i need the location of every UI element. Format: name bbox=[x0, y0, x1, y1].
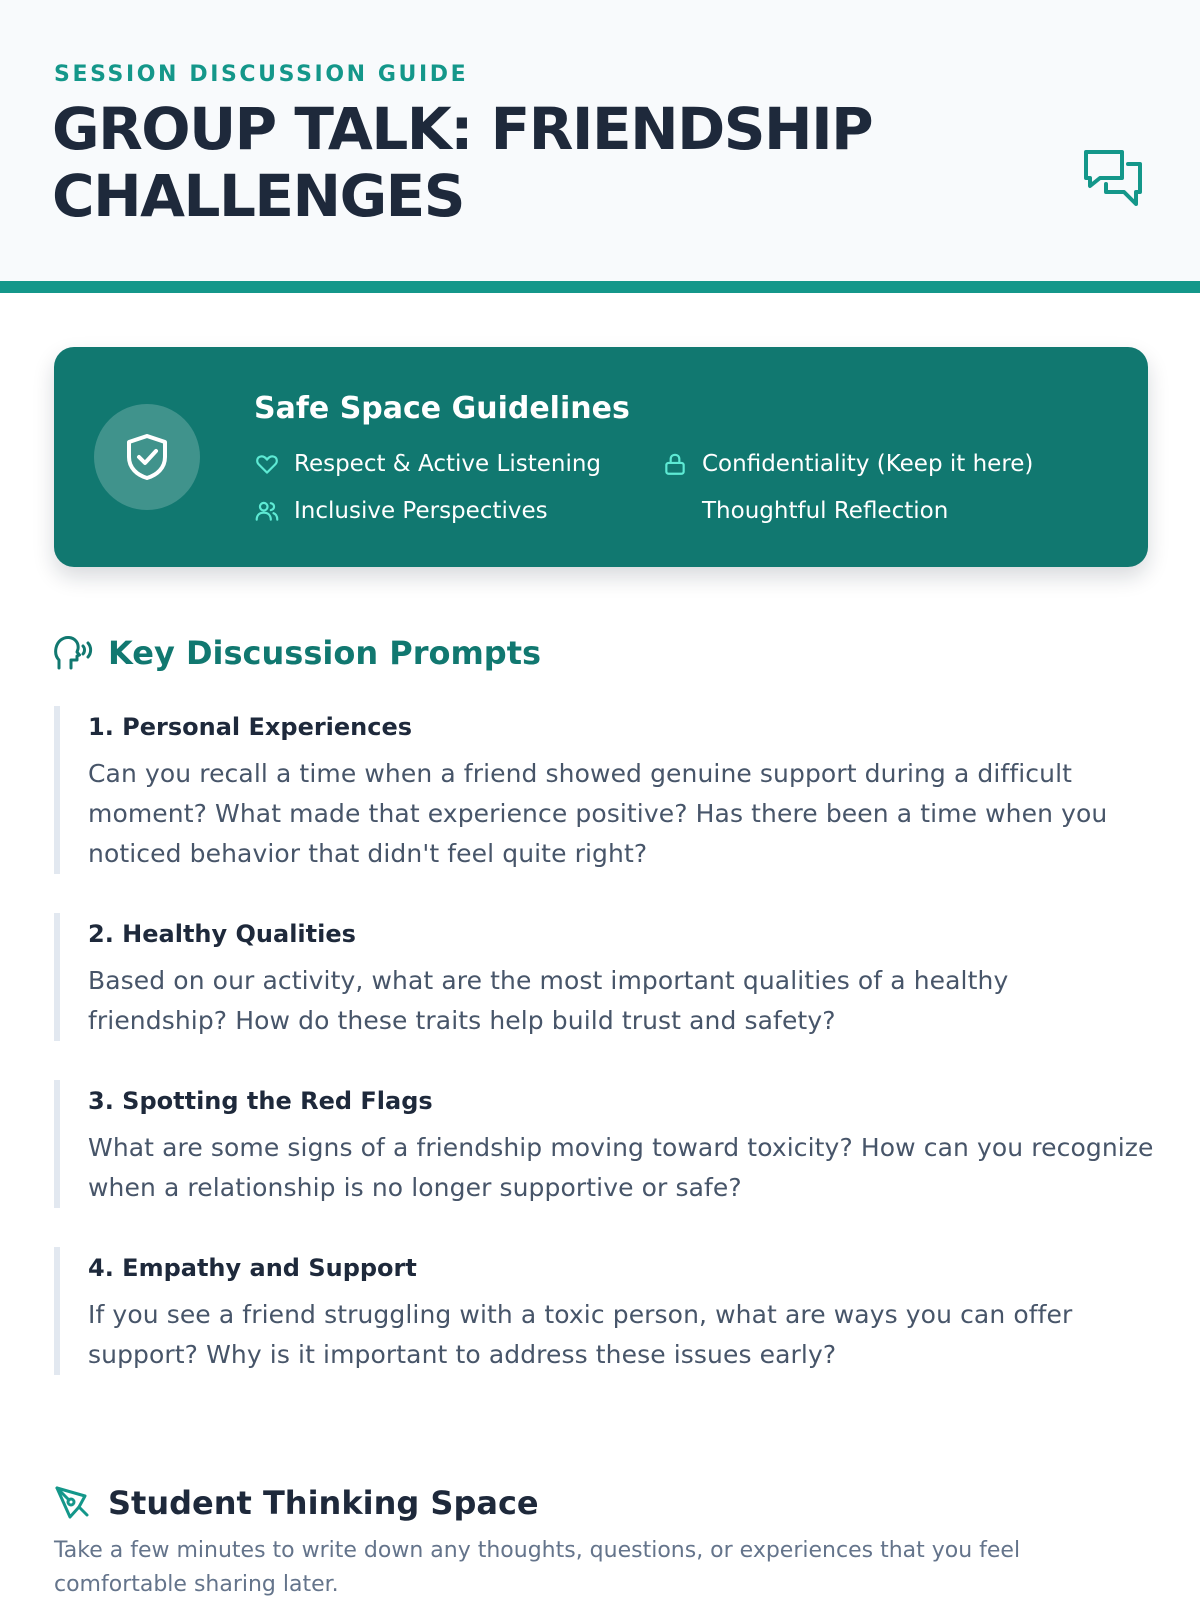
guideline-item bbox=[254, 496, 548, 526]
guideline-label: Confidentiality (Keep it here) bbox=[702, 451, 1034, 477]
prompt-title: 3. Spotting the Red Flags bbox=[88, 1087, 433, 1115]
prompt-card bbox=[54, 1080, 1154, 1208]
guideline-label: Thoughtful Reflection bbox=[702, 498, 949, 524]
guideline-item bbox=[254, 449, 601, 479]
prompt-body: If you see a friend struggling with a toxic person, what are ways you can offer support? Why is it important to address these issues early? bbox=[88, 1300, 1073, 1369]
users-icon bbox=[254, 498, 280, 524]
chat-bubbles-icon bbox=[1082, 148, 1146, 212]
prompt-title: 1. Personal Experiences bbox=[88, 713, 413, 741]
prompt-card bbox=[54, 1247, 1154, 1375]
shield-check-icon bbox=[125, 433, 169, 481]
pen-nib-icon bbox=[54, 1485, 92, 1521]
prompt-body: What are some signs of a friendship moving toward toxicity? How can you recognize when a relationship is no longer supportive or safe? bbox=[88, 1133, 1154, 1202]
prompts-heading-label: Key Discussion Prompts bbox=[108, 634, 542, 672]
heart-icon bbox=[254, 451, 280, 477]
guideline-item bbox=[702, 496, 948, 526]
thinking-heading bbox=[54, 1484, 539, 1522]
prompt-title: 2. Healthy Qualities bbox=[88, 920, 356, 948]
prompts-heading bbox=[54, 634, 541, 672]
guideline-item bbox=[662, 449, 1033, 479]
guideline-label: Respect & Active Listening bbox=[294, 451, 602, 477]
prompt-title: 4. Empathy and Support bbox=[88, 1254, 417, 1282]
prompt-card bbox=[54, 913, 1154, 1041]
page-title: GROUP TALK: FRIENDSHIP CHALLENGES bbox=[52, 95, 873, 230]
page-header bbox=[0, 0, 1200, 293]
thinking-description: Take a few minutes to write down any thoughts, questions, or experiences that you feel comfortable sharing later. bbox=[54, 1538, 1021, 1597]
guideline-label: Inclusive Perspectives bbox=[294, 498, 548, 524]
prompt-card bbox=[54, 706, 1154, 874]
lock-icon bbox=[662, 451, 688, 477]
eyebrow-label: SESSION DISCUSSION GUIDE bbox=[54, 62, 469, 87]
thinking-heading-label: Student Thinking Space bbox=[108, 1484, 539, 1522]
shield-badge bbox=[94, 404, 200, 510]
prompt-body: Based on our activity, what are the most important qualities of a healthy friendship? How do these traits help build trust and safety? bbox=[88, 966, 1009, 1035]
safe-space-guidelines-card bbox=[54, 347, 1148, 567]
prompt-body: Can you recall a time when a friend showed genuine support during a difficult moment? What made that experience positive? Has there been a time when you noticed behavior that didn't feel quite right? bbox=[88, 759, 1108, 868]
speaking-head-icon bbox=[54, 635, 94, 671]
guidelines-title: Safe Space Guidelines bbox=[254, 391, 630, 426]
